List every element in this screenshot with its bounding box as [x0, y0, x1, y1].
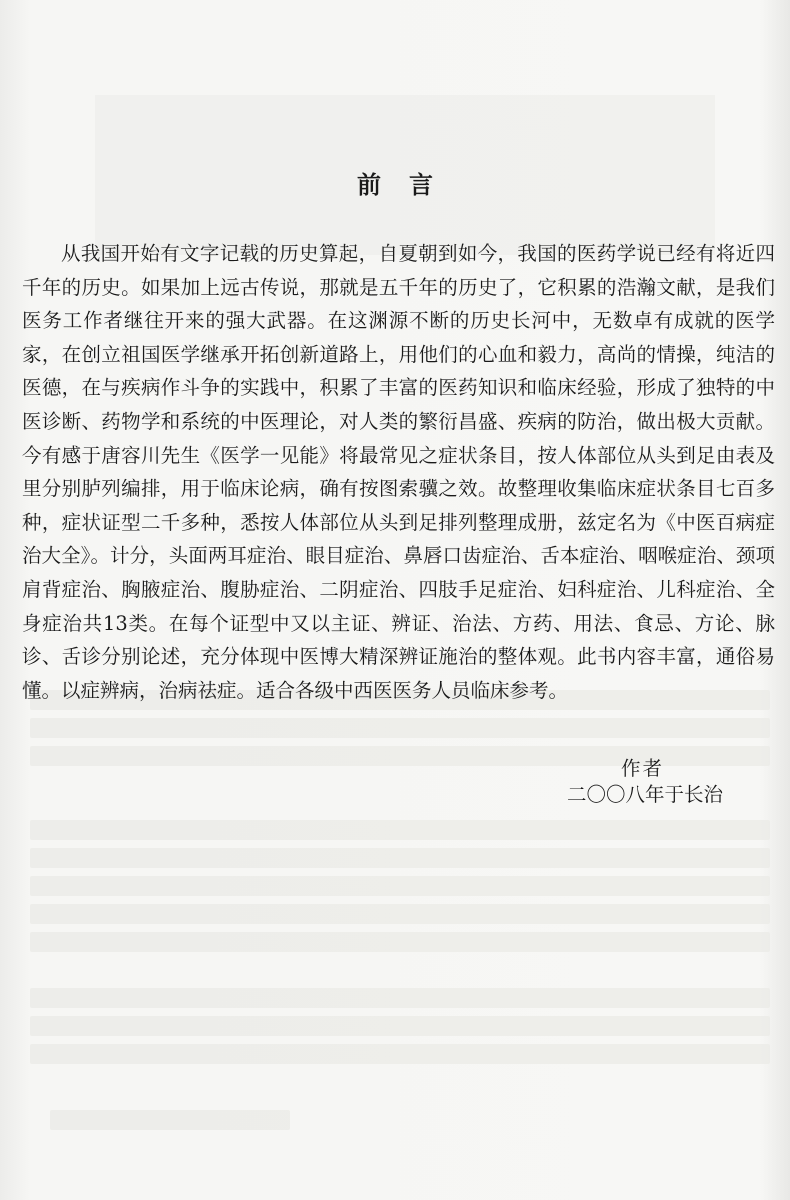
bleed-through — [50, 1110, 290, 1130]
page-title: 前言 — [357, 170, 461, 199]
bleed-through — [30, 718, 770, 738]
preface-body — [22, 237, 775, 707]
bleed-through — [30, 820, 770, 840]
bleed-through — [30, 1044, 770, 1064]
bleed-through — [30, 848, 770, 868]
preface-paragraph: 从我国开始有文字记载的历史算起，自夏朝到如今，我国的医药学说已经有将近四千年的历史。如果加上远古传说，那就是五千年的历史了，它积累的浩瀚文献，是我们医务工作者继往开来的强大武器。在这渊源不断的历史长河中，无数卓有成就的医学家，在创立祖国医学继承开拓创新道路上，用他们的心血和毅力，高尚的情操，纯洁的医德，在与疾病作斗争的实践中，积累了丰富的医药知识和临床经验，形成了独特的中医诊断、药物学和系统的中医理论，对人类的繁衍昌盛、疾病的防治，做出极大贡献。今有感于唐容川先生《医学一见能》将最常见之症状条目，按人体部位从头到足由表及里分别胪列编排，用于临床论病，确有按图索骥之效。故整理收集临床症状条目七百多种，症状证型二千多种，悉按人体部位从头到足排列整理成册，兹定名为《中医百病症治大全》。计分，头面两耳症治、眼目症治、鼻唇口齿症治、舌本症治、咽喉症治、颈项肩背症治、胸腋症治、腹胁症治、二阴症治、四肢手足症治、妇科症治、儿科症治、全身症治共13类。在每个证型中又以主证、辨证、治法、方药、用法、食忌、方论、脉诊、舌诊分别论述，充分体现中医博大精深辨证施治的整体观。此书内容丰富，通俗易懂。以症辨病，治病祛症。适合各级中西医医务人员临床参考。 — [22, 242, 775, 702]
author-signature: 作者 — [621, 757, 665, 780]
bleed-through — [30, 1016, 770, 1036]
bleed-through — [30, 876, 770, 896]
bleed-through — [30, 932, 770, 952]
date-place: 二〇〇八年于长治 — [567, 783, 724, 806]
bleed-through — [30, 904, 770, 924]
bleed-through — [30, 988, 770, 1008]
